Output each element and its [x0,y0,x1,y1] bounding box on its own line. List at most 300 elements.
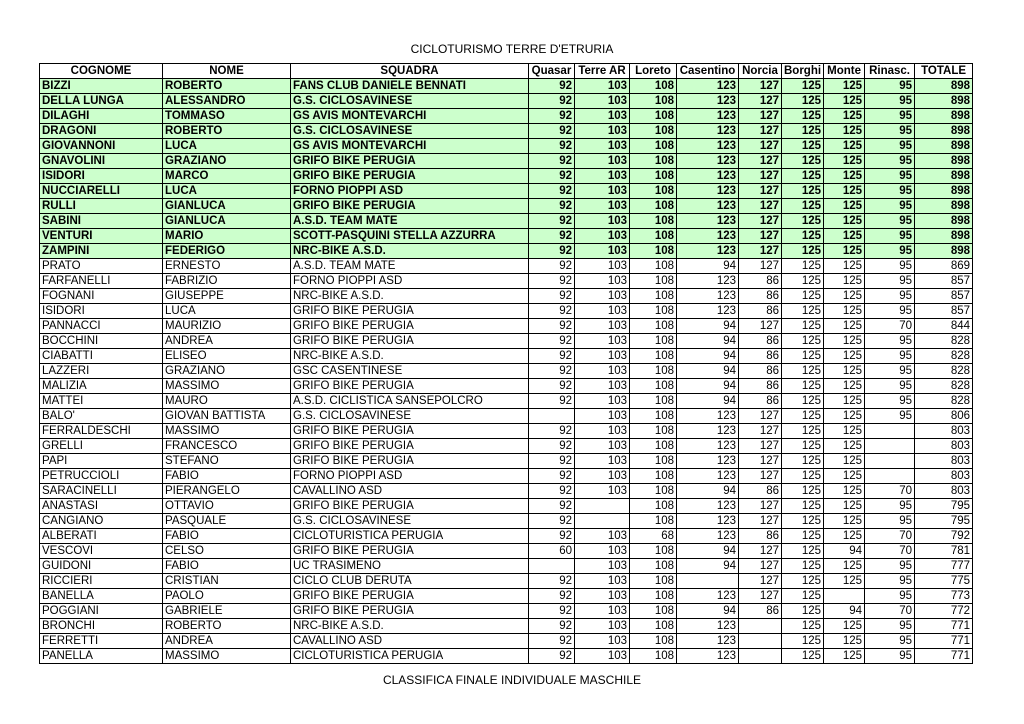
table-cell: MATTEI [40,394,163,409]
table-cell: CAVALLINO ASD [291,484,529,499]
table-row [40,304,973,319]
table-cell: FORNO PIOPPI ASD [291,469,529,484]
table-cell: 108 [630,124,677,139]
table-cell: 92 [529,184,575,199]
table-cell: 108 [630,409,677,424]
table-cell: 127 [739,244,782,259]
table-cell: 108 [630,304,677,319]
table-cell: 125 [782,409,824,424]
document-title: CICLOTURISMO TERRE D'ETRURIA [410,42,614,56]
table-cell: 103 [575,349,630,364]
table-cell: 125 [782,574,824,589]
table-cell: 125 [824,364,865,379]
table-cell: 108 [630,319,677,334]
table-cell: CANGIANO [40,514,163,529]
table-cell: 125 [824,319,865,334]
table-cell: 92 [529,379,575,394]
table-cell: SCOTT-PASQUINI STELLA AZZURRA [291,229,529,244]
table-cell: NRC-BIKE A.S.D. [291,244,529,259]
table-cell: 95 [865,334,915,349]
table-cell: 103 [575,619,630,634]
table-cell: 125 [824,139,865,154]
table-cell: 92 [529,349,575,364]
table-cell: 108 [630,499,677,514]
table-row [40,259,973,274]
table-cell: 803 [915,454,973,469]
table-cell: 772 [915,604,973,619]
results-table [39,63,973,664]
table-cell: 898 [915,109,973,124]
table-cell: 127 [739,94,782,109]
table-cell: FORNO PIOPPI ASD [291,274,529,289]
table-cell: 92 [529,334,575,349]
table-cell: BANELLA [40,589,163,604]
table-cell: 108 [630,259,677,274]
table-cell: GRIFO BIKE PERUGIA [291,169,529,184]
table-cell: 86 [739,604,782,619]
table-cell: 123 [677,634,739,649]
table-cell: ALBERATI [40,529,163,544]
table-cell [575,499,630,514]
table-cell: G.S. CICLOSAVINESE [291,94,529,109]
table-cell: UC TRASIMENO [291,559,529,574]
table-row [40,274,973,289]
table-row [40,364,973,379]
table-cell: 103 [575,409,630,424]
table-cell: GABRIELE [163,604,291,619]
column-header: Borghi [782,64,824,79]
table-cell: 125 [824,529,865,544]
table-cell: 108 [630,199,677,214]
table-cell: 123 [677,199,739,214]
table-cell: FORNO PIOPPI ASD [291,184,529,199]
table-cell: A.S.D. TEAM MATE [291,214,529,229]
table-cell: 898 [915,139,973,154]
table-cell: FANS CLUB DANIELE BENNATI [291,79,529,94]
table-cell: 828 [915,394,973,409]
table-cell: DELLA LUNGA [40,94,163,109]
table-cell: BRONCHI [40,619,163,634]
table-cell: 94 [824,604,865,619]
table-cell: 108 [630,574,677,589]
table-cell [529,409,575,424]
table-cell: 103 [575,79,630,94]
table-row [40,574,973,589]
table-cell: 125 [782,199,824,214]
table-cell: 94 [677,604,739,619]
table-cell: 125 [782,634,824,649]
table-cell: 103 [575,289,630,304]
table-cell: PIERANGELO [163,484,291,499]
table-cell: 123 [677,529,739,544]
table-cell: 94 [677,484,739,499]
table-cell: 95 [865,499,915,514]
table-cell [575,514,630,529]
table-cell: 92 [529,154,575,169]
table-cell: 108 [630,394,677,409]
header-row [40,64,973,79]
table-cell [529,559,575,574]
table-cell: GRIFO BIKE PERUGIA [291,379,529,394]
column-header: Casentino [677,64,739,79]
table-cell: BALO' [40,409,163,424]
table-cell: 125 [824,349,865,364]
table-cell: 103 [575,259,630,274]
table-cell: 125 [824,169,865,184]
table-row [40,604,973,619]
table-row [40,589,973,604]
table-cell: 92 [529,304,575,319]
table-cell: 125 [824,214,865,229]
table-cell: 95 [865,394,915,409]
table-row [40,649,973,664]
table-cell: G.S. CICLOSAVINESE [291,514,529,529]
table-cell: 125 [782,544,824,559]
table-cell: 103 [575,214,630,229]
table-cell: 127 [739,109,782,124]
table-cell: 103 [575,424,630,439]
table-cell: 95 [865,379,915,394]
table-cell: 108 [630,289,677,304]
table-cell: 103 [575,229,630,244]
table-cell: 125 [782,469,824,484]
table-cell: 125 [782,559,824,574]
table-cell: 123 [677,184,739,199]
table-cell: 70 [865,484,915,499]
table-cell: 123 [677,79,739,94]
table-cell: 123 [677,619,739,634]
table-cell: 125 [824,124,865,139]
table-cell: 92 [529,394,575,409]
table-cell: LAZZERI [40,364,163,379]
table-cell: 125 [824,559,865,574]
table-cell: 95 [865,139,915,154]
table-cell: 898 [915,214,973,229]
table-cell: 125 [782,154,824,169]
table-cell: GRIFO BIKE PERUGIA [291,304,529,319]
table-cell: 125 [824,454,865,469]
table-cell: 92 [529,604,575,619]
table-cell: PAPI [40,454,163,469]
table-cell: 92 [529,139,575,154]
table-cell: STEFANO [163,454,291,469]
table-cell: 95 [865,199,915,214]
table-cell: FERRETTI [40,634,163,649]
table-cell: 92 [529,229,575,244]
table-cell: PETRUCCIOLI [40,469,163,484]
table-cell: 95 [865,94,915,109]
table-cell: 108 [630,484,677,499]
table-cell: 125 [782,139,824,154]
table-cell: 125 [824,184,865,199]
table-cell: 86 [739,334,782,349]
table-cell: 92 [529,424,575,439]
table-cell: 127 [739,454,782,469]
table-cell: 108 [630,379,677,394]
table-cell: 108 [630,274,677,289]
table-cell: 94 [677,259,739,274]
table-cell: 771 [915,619,973,634]
table-cell: CAVALLINO ASD [291,634,529,649]
table-cell: 857 [915,289,973,304]
table-cell: 125 [782,229,824,244]
table-cell: 125 [782,319,824,334]
table-cell: 92 [529,364,575,379]
table-cell: 125 [782,649,824,664]
table-cell: 123 [677,124,739,139]
table-cell: 125 [782,589,824,604]
table-cell: ISIDORI [40,304,163,319]
table-cell: PASQUALE [163,514,291,529]
table-cell: 125 [782,604,824,619]
table-cell: 95 [865,184,915,199]
table-cell: 92 [529,274,575,289]
table-cell: 103 [575,94,630,109]
table-cell: 127 [739,544,782,559]
table-cell: 125 [782,619,824,634]
table-cell: 95 [865,244,915,259]
table-cell: 125 [782,79,824,94]
table-cell: 108 [630,634,677,649]
table-cell: PANELLA [40,649,163,664]
table-cell: 103 [575,184,630,199]
table-cell: 898 [915,184,973,199]
table-cell: 95 [865,274,915,289]
table-cell: 123 [677,424,739,439]
table-cell: MARIO [163,229,291,244]
table-cell: 103 [575,169,630,184]
table-cell: 103 [575,604,630,619]
table-cell: 125 [782,289,824,304]
table-cell: ALESSANDRO [163,94,291,109]
table-cell: 92 [529,469,575,484]
table-cell [865,424,915,439]
table-cell: 898 [915,169,973,184]
table-cell: 127 [739,499,782,514]
table-cell: 125 [782,364,824,379]
table-cell: 898 [915,79,973,94]
table-cell: NRC-BIKE A.S.D. [291,289,529,304]
table-cell: 108 [630,604,677,619]
table-cell: 95 [865,124,915,139]
table-cell: 103 [575,139,630,154]
table-row [40,229,973,244]
table-cell: 125 [824,634,865,649]
table-cell: FABIO [163,559,291,574]
table-cell: 123 [677,109,739,124]
table-cell: 792 [915,529,973,544]
table-cell: 125 [824,469,865,484]
table-cell: 103 [575,469,630,484]
table-cell: 92 [529,124,575,139]
table-cell: 92 [529,94,575,109]
table-cell: 94 [824,544,865,559]
table-cell: FARFANELLI [40,274,163,289]
table-cell: 773 [915,589,973,604]
table-cell: 108 [630,79,677,94]
table-cell: 108 [630,649,677,664]
table-cell: GRIFO BIKE PERUGIA [291,499,529,514]
table-cell: 127 [739,469,782,484]
table-cell: 125 [824,304,865,319]
table-cell: 125 [824,574,865,589]
table-cell: ROBERTO [163,79,291,94]
table-cell: 103 [575,199,630,214]
table-cell: 125 [782,184,824,199]
table-row [40,319,973,334]
table-cell: ISIDORI [40,169,163,184]
table-row [40,109,973,124]
table-cell: ERNESTO [163,259,291,274]
table-cell: 125 [782,499,824,514]
table-cell: GS AVIS MONTEVARCHI [291,109,529,124]
table-cell [677,574,739,589]
table-row [40,634,973,649]
table-cell: MALIZIA [40,379,163,394]
table-row [40,499,973,514]
table-cell: 125 [824,154,865,169]
table-cell: GRIFO BIKE PERUGIA [291,439,529,454]
table-cell: POGGIANI [40,604,163,619]
table-cell: ROBERTO [163,124,291,139]
table-cell: 108 [630,424,677,439]
table-cell: 108 [630,559,677,574]
table-cell: PAOLO [163,589,291,604]
table-cell: DRAGONI [40,124,163,139]
table-cell: 123 [677,94,739,109]
table-row [40,289,973,304]
table-cell: 108 [630,109,677,124]
table-cell: 127 [739,79,782,94]
table-cell: 771 [915,634,973,649]
table-cell: CICLOTURISTICA PERUGIA [291,529,529,544]
column-header: COGNOME [40,64,163,79]
table-cell [739,649,782,664]
column-header: TOTALE [915,64,973,79]
table-cell: 898 [915,244,973,259]
table-cell: 86 [739,484,782,499]
table-row [40,559,973,574]
table-cell: 127 [739,409,782,424]
table-cell: 95 [865,574,915,589]
table-cell: 108 [630,469,677,484]
table-cell: 103 [575,109,630,124]
table-cell: 92 [529,319,575,334]
table-cell: 127 [739,229,782,244]
table-cell: BIZZI [40,79,163,94]
table-cell: OTTAVIO [163,499,291,514]
table-cell: 777 [915,559,973,574]
table-cell: 123 [677,469,739,484]
table-cell: 898 [915,94,973,109]
table-row [40,139,973,154]
table-row [40,454,973,469]
table-cell: 125 [782,214,824,229]
table-cell: 103 [575,124,630,139]
table-cell: 103 [575,379,630,394]
table-cell: 86 [739,529,782,544]
table-cell: ANDREA [163,634,291,649]
table-cell: 125 [824,199,865,214]
table-cell: GIANLUCA [163,214,291,229]
table-cell: 86 [739,379,782,394]
table-cell: 92 [529,499,575,514]
table-cell: 125 [782,259,824,274]
table-cell: LUCA [163,184,291,199]
table-cell: GRAZIANO [163,364,291,379]
table-row [40,529,973,544]
table-row [40,514,973,529]
table-cell [865,469,915,484]
table-cell: VENTURI [40,229,163,244]
table-cell: 92 [529,484,575,499]
table-cell: 125 [782,169,824,184]
table-cell: 86 [739,289,782,304]
table-cell: GIUSEPPE [163,289,291,304]
column-header: Quasar [529,64,575,79]
table-cell: 95 [865,214,915,229]
table-cell: 103 [575,484,630,499]
table-cell: 94 [677,319,739,334]
column-header: NOME [163,64,291,79]
table-cell: 127 [739,424,782,439]
table-cell: 103 [575,574,630,589]
table-cell: 125 [824,109,865,124]
table-cell: 92 [529,514,575,529]
table-cell: 125 [824,274,865,289]
table-cell: FABIO [163,529,291,544]
table-cell: 95 [865,304,915,319]
table-cell: VESCOVI [40,544,163,559]
table-cell: 70 [865,529,915,544]
document-footer: CLASSIFICA FINALE INDIVIDUALE MASCHILE [382,673,642,687]
table-row [40,349,973,364]
results-body [40,79,973,664]
table-cell: 103 [575,154,630,169]
table-cell: 92 [529,619,575,634]
table-cell: 125 [824,334,865,349]
table-cell: 127 [739,169,782,184]
table-row [40,124,973,139]
table-cell: 108 [630,184,677,199]
table-cell: 95 [865,409,915,424]
table-cell: RULLI [40,199,163,214]
table-cell: 95 [865,514,915,529]
table-cell: 125 [824,649,865,664]
table-row [40,424,973,439]
table-cell: GRIFO BIKE PERUGIA [291,319,529,334]
table-cell: G.S. CICLOSAVINESE [291,124,529,139]
table-cell: 828 [915,364,973,379]
table-cell: DILAGHI [40,109,163,124]
table-cell: 103 [575,439,630,454]
table-cell: 828 [915,379,973,394]
table-cell: 857 [915,274,973,289]
table-cell [739,634,782,649]
table-cell: GIANLUCA [163,199,291,214]
table-cell [824,589,865,604]
table-cell: RICCIERI [40,574,163,589]
table-cell: 103 [575,634,630,649]
table-cell: 95 [865,589,915,604]
table-cell: 95 [865,109,915,124]
table-cell: 844 [915,319,973,334]
table-row [40,469,973,484]
table-cell: A.S.D. TEAM MATE [291,259,529,274]
column-header: Loreto [630,64,677,79]
table-cell: 123 [677,169,739,184]
table-cell: CIABATTI [40,349,163,364]
